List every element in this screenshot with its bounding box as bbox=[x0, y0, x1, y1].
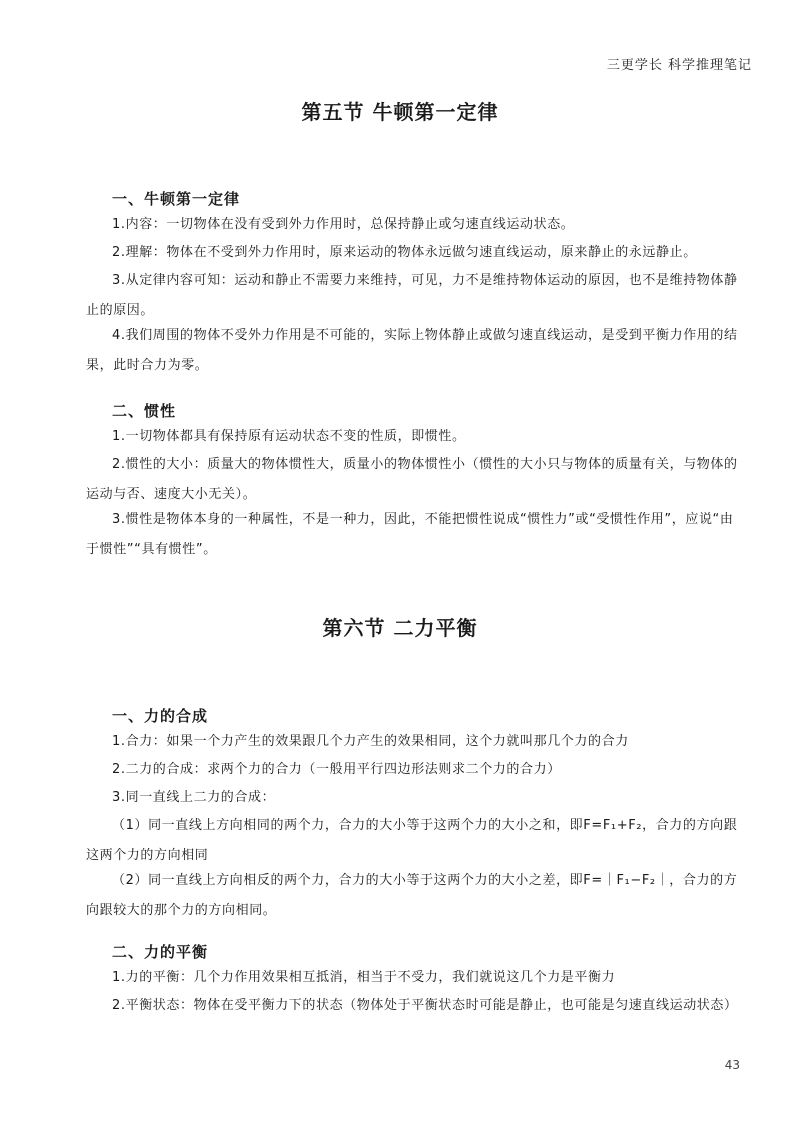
paragraph: 2.惯性的大小：质量大的物体惯性大，质量小的物体惯性小（惯性的大小只与物体的质量有关，与物体的运动与否、速度大小无关）。 bbox=[86, 457, 738, 502]
paragraph: 4.我们周围的物体不受外力作用是不可能的，实际上物体静止或做匀速直线运动，是受到平衡力作用的结果，此时合力为零。 bbox=[86, 328, 738, 373]
paragraph: 2.二力的合成：求两个力的合力（一般用平行四边形法则求二个力的合力） bbox=[112, 762, 561, 777]
paragraph: （1）同一直线上方向相同的两个力，合力的大小等于这两个力的大小之和，即F=F₁+F₂，合力的方向跟这两个力的方向相同 bbox=[86, 818, 738, 863]
subsection-heading: 一、牛顿第一定律 bbox=[112, 190, 241, 208]
page-number: 43 bbox=[724, 1058, 740, 1072]
paragraph: 3.惯性是物体本身的一种属性，不是一种力，因此，不能把惯性说成“惯性力”或“受惯性作用”，应说“由于惯性”“具有惯性”。 bbox=[86, 512, 734, 557]
paragraph: 2.理解：物体在不受到外力作用时，原来运动的物体永远做匀速直线运动，原来静止的永远静止。 bbox=[112, 245, 697, 260]
paragraph: 1.力的平衡：几个力作用效果相互抵消，相当于不受力，我们就说这几个力是平衡力 bbox=[112, 970, 616, 985]
paragraph: 2.平衡状态：物体在受平衡力下的状态（物体处于平衡状态时可能是静止，也可能是匀速直线运动状态） bbox=[112, 998, 738, 1013]
paragraph: 1.一切物体都具有保持原有运动状态不变的性质，即惯性。 bbox=[112, 429, 466, 444]
paragraph: 3.同一直线上二力的合成： bbox=[112, 790, 276, 805]
paragraph: 1.内容：一切物体在没有受到外力作用时，总保持静止或匀速直线运动状态。 bbox=[112, 217, 575, 232]
paragraph: （2）同一直线上方向相反的两个力，合力的大小等于这两个力的大小之差，即F=｜F₁−F₂｜，合力的方向跟较大的那个力的方向相同。 bbox=[86, 873, 738, 918]
section-title: 第六节 二力平衡 bbox=[322, 616, 478, 640]
paragraph: 1.合力：如果一个力产生的效果跟几个力产生的效果相同，这个力就叫那几个力的合力 bbox=[112, 734, 629, 749]
subsection-heading: 一、力的合成 bbox=[112, 707, 209, 725]
subsection-heading: 二、力的平衡 bbox=[112, 943, 209, 961]
header-note: 三更学长 科学推理笔记 bbox=[606, 58, 752, 73]
subsection-heading: 二、惯性 bbox=[112, 402, 177, 420]
section-title: 第五节 牛顿第一定律 bbox=[301, 100, 499, 124]
paragraph: 3.从定律内容可知：运动和静止不需要力来维持，可见，力不是维持物体运动的原因，也不是维持物体静止的原因。 bbox=[86, 273, 738, 318]
